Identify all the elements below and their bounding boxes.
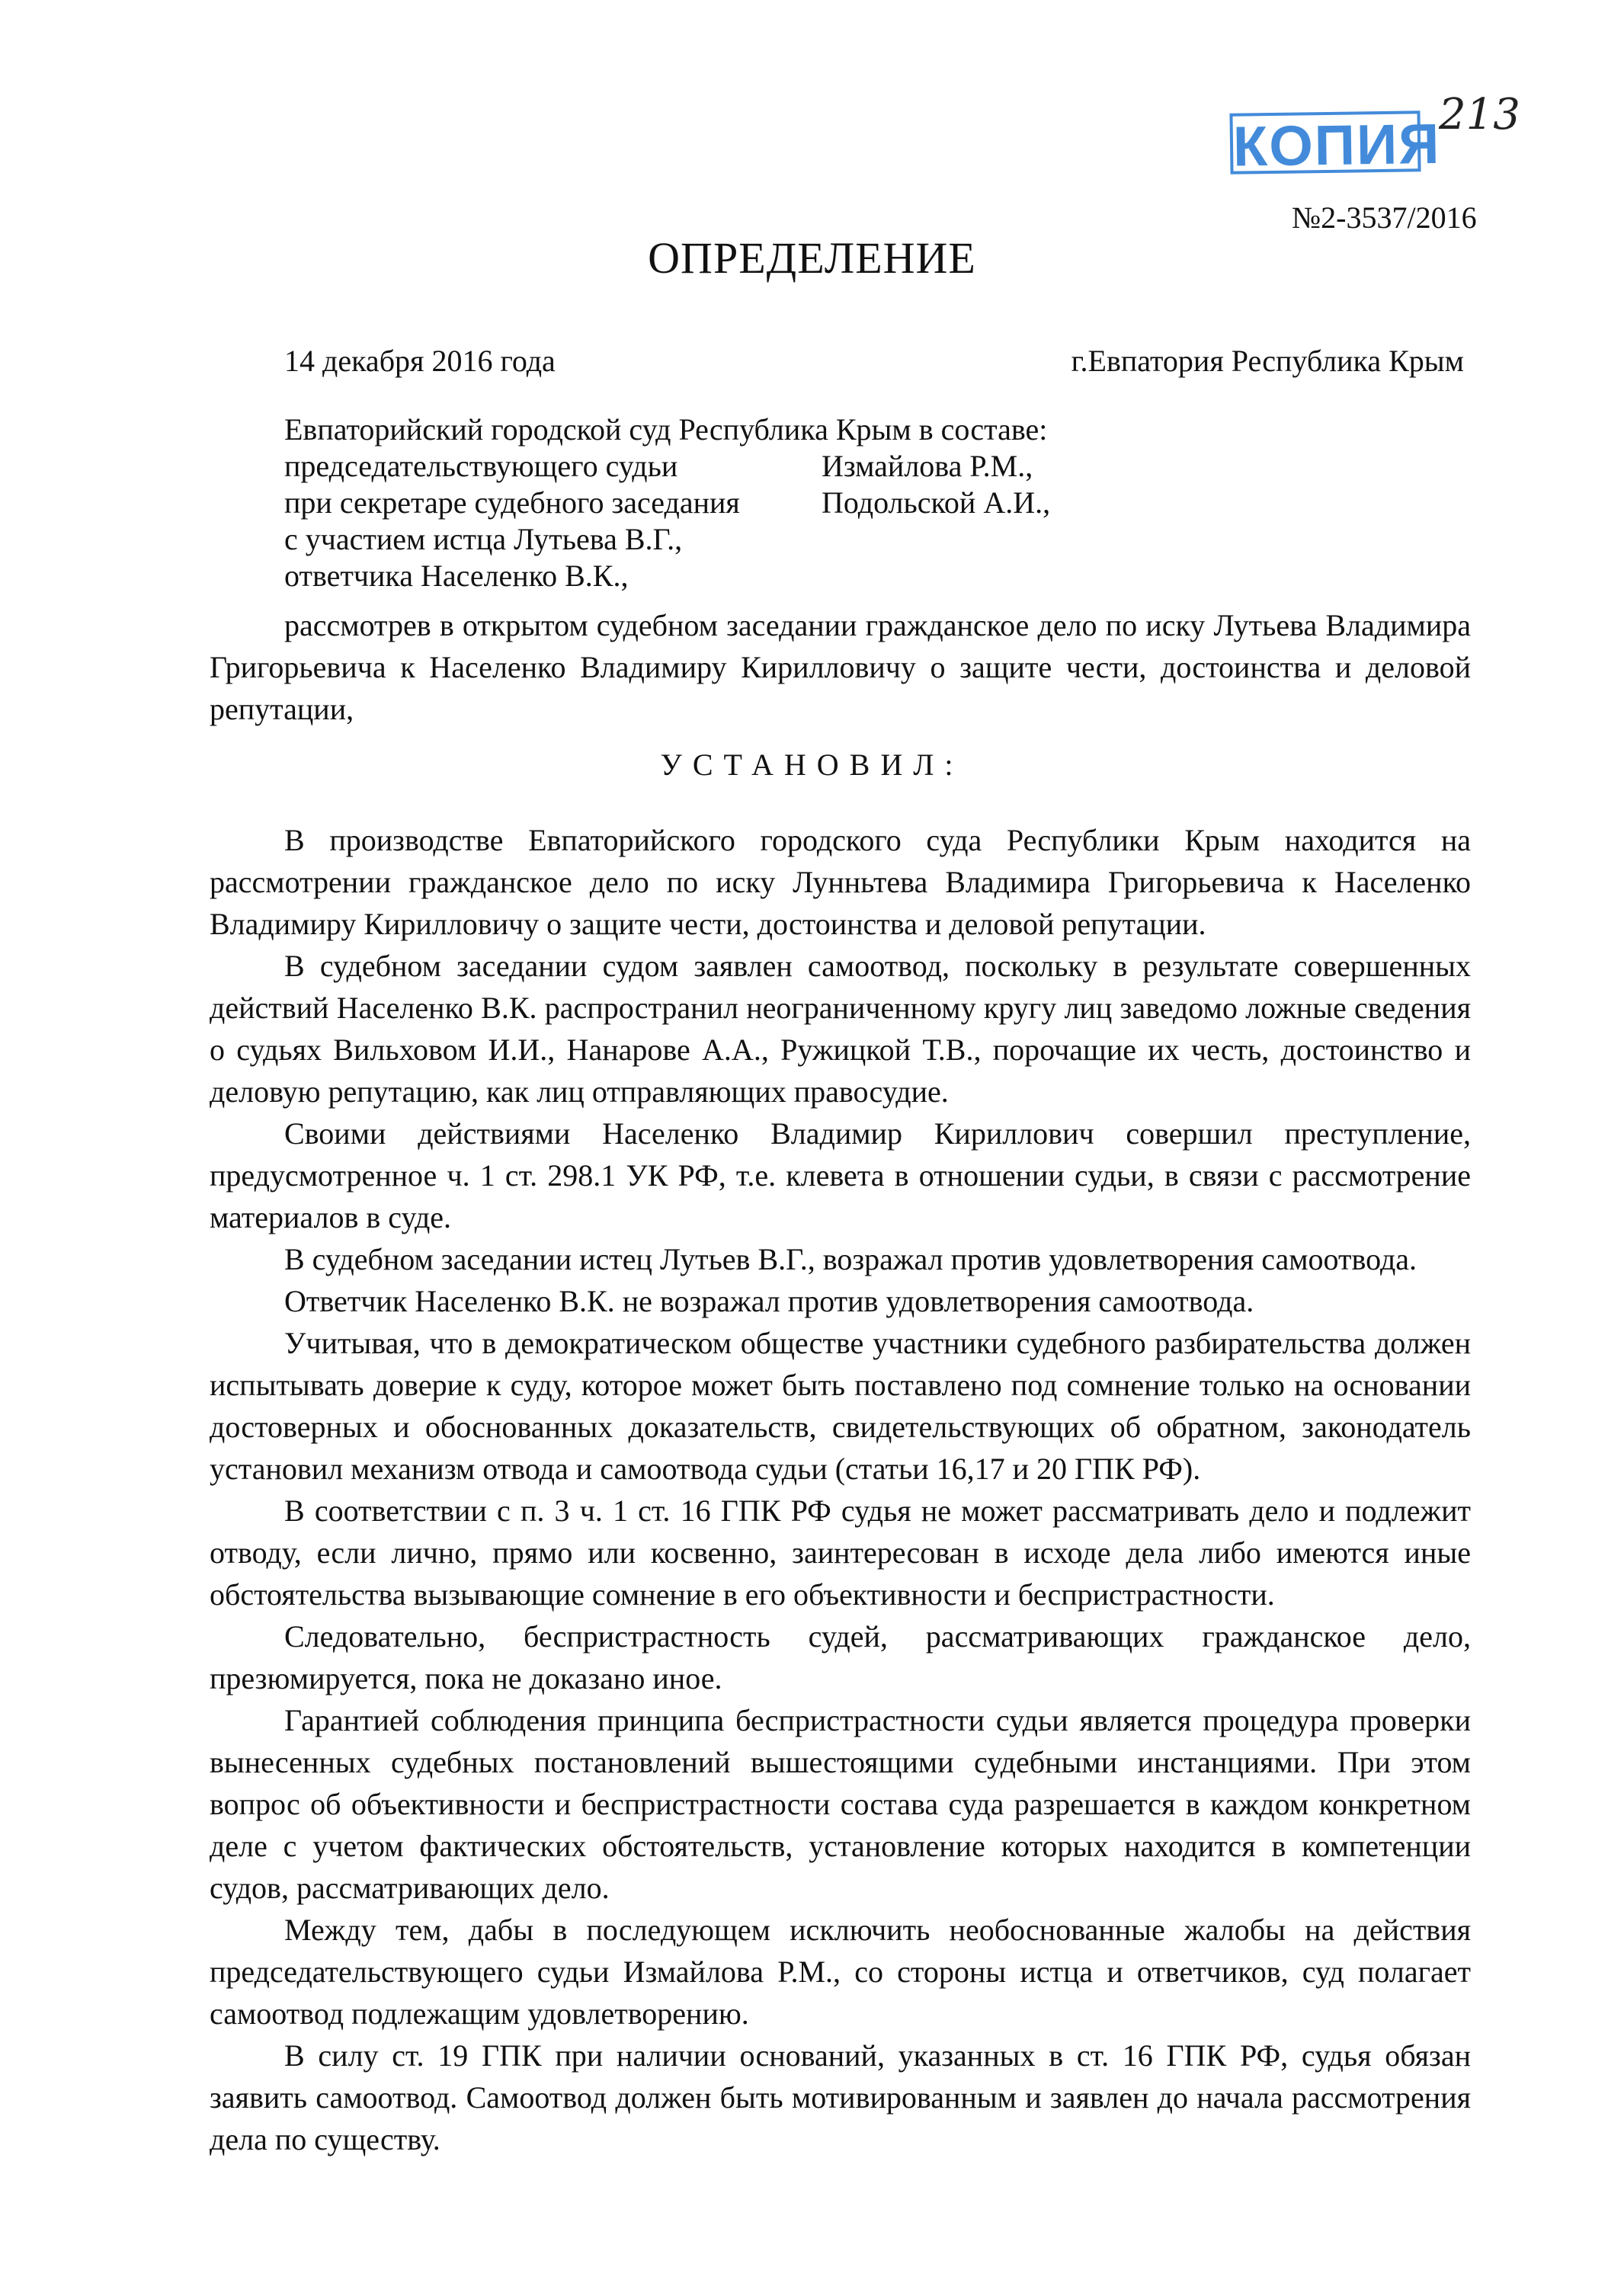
handwritten-page-number: 213 bbox=[1439, 90, 1520, 139]
composition-label: председательствующего судьи bbox=[284, 449, 678, 483]
composition-value: Измайлова Р.М., bbox=[822, 449, 1033, 483]
composition-row bbox=[284, 485, 1050, 521]
composition-label: с участием истца Лутьева В.Г., bbox=[284, 522, 683, 556]
date-place-line bbox=[284, 343, 1464, 379]
document-date: 14 декабря 2016 года bbox=[284, 344, 556, 378]
paragraph: Своими действиями Населенко Владимир Кириллович совершил преступление, предусмотренное ч. 1 ст. 298.1 УК РФ, т.е. клевета в отношении судьи, в связи с рассмотрение материалов в суде. bbox=[210, 1116, 1471, 1234]
paragraph: Гарантией соблюдения принципа беспристрастности судьи является процедура проверки вынесенных судебных постановлений вышестоящими судебными инстанциями. При этом вопрос об объективности и беспристрастности состава суда разрешается в каждом конкретном деле с учетом фактических обстоятельств, установление которых находится в компетенции судов, рассматривающих дело. bbox=[210, 1703, 1471, 1905]
composition-intro: Евпаторийский городской суд Республика Крым в составе: bbox=[284, 412, 1048, 447]
composition-row bbox=[284, 521, 1050, 558]
body-text bbox=[210, 819, 1471, 2160]
composition-label: ответчика Населенко В.К., bbox=[284, 559, 629, 593]
preamble: рассмотрев в открытом судебном заседании гражданское дело по иску Лутьева Владимира Григорьевича к Населенко Владимиру Кирилловичу о защите чести, достоинства и деловой репутации, bbox=[210, 608, 1471, 726]
paragraph: В силу ст. 19 ГПК при наличии оснований, указанных в ст. 16 ГПК РФ, судья обязан заявить самоотвод. Самоотвод должен быть мотивированным и заявлен до начала рассмотрения дела по существу. bbox=[210, 2038, 1471, 2156]
paragraph: Между тем, дабы в последующем исключить необоснованные жалобы на действия председательствующего судьи Измайлова Р.М., со стороны истца и ответчиков, суд полагает самоотвод подлежащим удовлетворению. bbox=[210, 1913, 1471, 2031]
composition-row bbox=[284, 448, 1050, 485]
document-place: г.Евпатория Республика Крым bbox=[1071, 344, 1464, 378]
paragraph: В судебном заседании судом заявлен самоотвод, поскольку в результате совершенных действий Населенко В.К. распространил неограниченному кругу лиц заведомо ложные сведения о судьях Вильховом И.И., Нанарове А.А., Ружицкой Т.В., порочащие их честь, достоинство и деловую репутацию, как лиц отправляющих правосудие. bbox=[210, 949, 1471, 1109]
paragraph: В производстве Евпаторийского городского суда Республики Крым находится на рассмотрении гражданское дело по иску Лунньтева Владимира Григорьевича к Населенко Владимиру Кирилловичу о защите чести, достоинства и деловой репутации. bbox=[210, 823, 1471, 941]
paragraph: Учитывая, что в демократическом обществе участники судебного разбирательства должен испытывать доверие к суду, которое может быть поставлено под сомнение только на основании достоверных и обоснованных доказательств, свидетельствующих об обратном, законодатель установил механизм отвода и самоотвода судьи (статьи 16,17 и 20 ГПК РФ). bbox=[210, 1326, 1471, 1486]
court-composition bbox=[284, 411, 1050, 594]
section-heading: УСТАНОВИЛ: bbox=[660, 748, 964, 782]
paragraph: Следовательно, беспристрастность судей, рассматривающих гражданское дело, презюмируется, пока не доказано иное. bbox=[210, 1619, 1471, 1695]
composition-value: Подольской А.И., bbox=[822, 485, 1051, 520]
case-number: №2-3537/2016 bbox=[1292, 200, 1477, 235]
preamble-block bbox=[210, 604, 1471, 730]
copy-stamp: КОПИЯ bbox=[1229, 110, 1421, 174]
document-title: ОПРЕДЕЛЕНИЕ bbox=[648, 233, 976, 283]
paragraph: В судебном заседании истец Лутьев В.Г., возражал против удовлетворения самоотвода. bbox=[284, 1242, 1417, 1276]
paragraph: Ответчик Населенко В.К. не возражал против удовлетворения самоотвода. bbox=[284, 1284, 1254, 1318]
composition-row bbox=[284, 558, 1050, 594]
composition-label: при секретаре судебного заседания bbox=[284, 485, 740, 520]
paragraph: В соответствии с п. 3 ч. 1 ст. 16 ГПК РФ судья не может рассматривать дело и подлежит отводу, если лично, прямо или косвенно, заинтересован в исходе дела либо имеются иные обстоятельства вызывающие сомнение в его объективности и беспристрастности. bbox=[210, 1494, 1471, 1612]
